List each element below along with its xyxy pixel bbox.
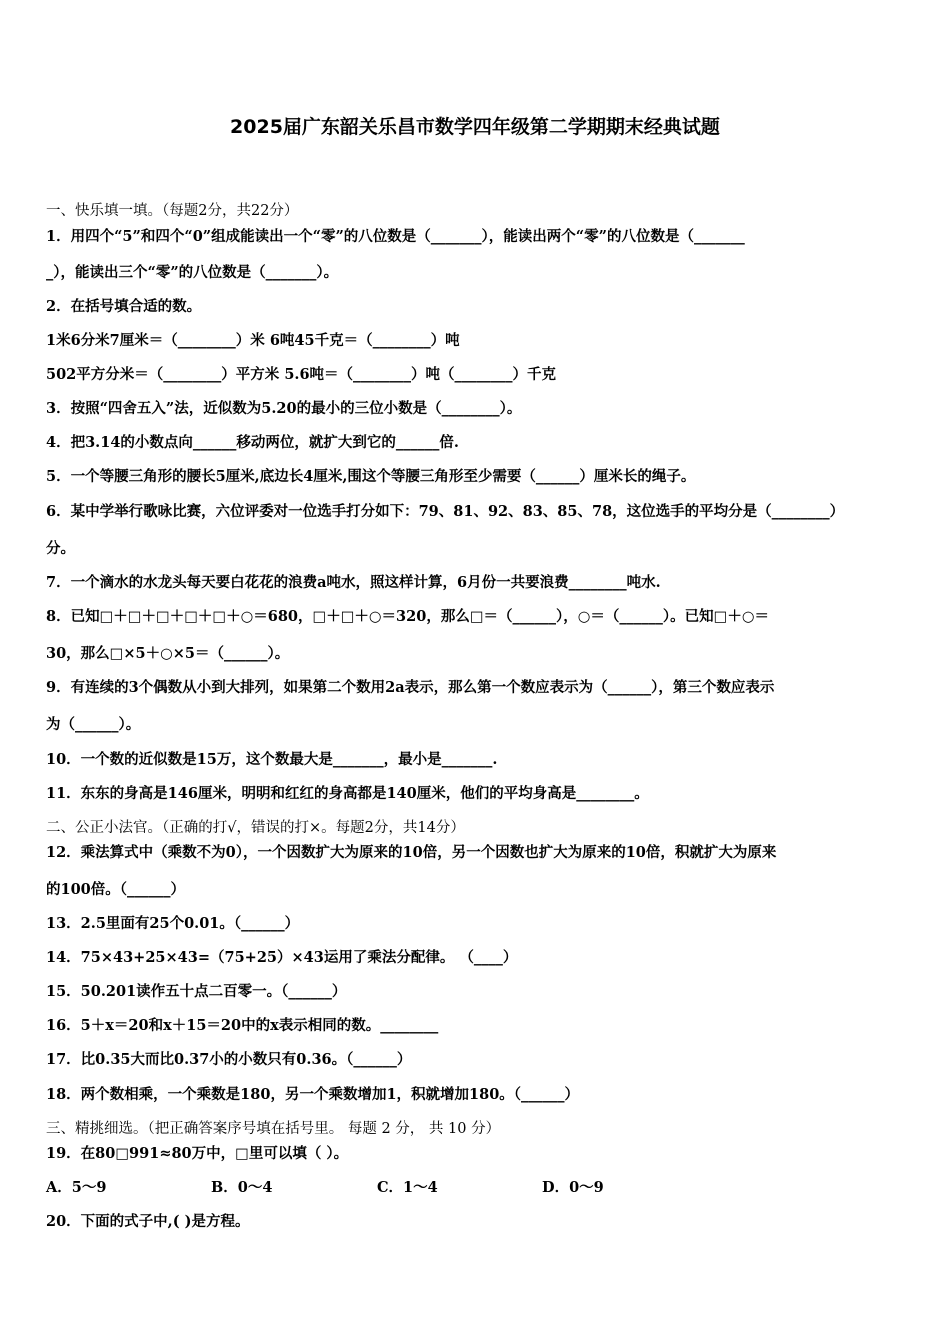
section-heading: 二、公正小法官。（正确的打√，错误的打×。每题2分，共14分） xyxy=(46,820,465,836)
question-line: 8．已知□＋□＋□＋□＋□＋○＝680，□＋□＋○＝320，那么□＝（______），○＝（______）。已知□＋○＝ xyxy=(46,608,770,625)
question-line: 20．下面的式子中,( )是方程。 xyxy=(46,1213,250,1230)
question-line: 11．东东的身高是146厘米，明明和红红的身高都是140厘米，他们的平均身高是________。 xyxy=(46,785,649,802)
question-line: 2．在括号填合适的数。 xyxy=(46,298,202,315)
question-line: 12．乘法算式中（乘数不为0），一个因数扩大为原来的10倍，另一个因数也扩大为原来的10倍，积就扩大为原来 xyxy=(46,844,777,861)
question-line: 18．两个数相乘，一个乘数是180，另一个乘数增加1，积就增加180。（______） xyxy=(46,1086,580,1103)
question-line: 30，那么□×5＋○×5＝（______）。 xyxy=(46,645,290,662)
section-heading: 一、快乐填一填。（每题2分，共22分） xyxy=(46,203,299,219)
question-line: 502平方分米＝（________）平方米 5.6吨＝（________）吨（________）千克 xyxy=(46,366,557,383)
question-line: 1．用四个“5”和四个“0”组成能读出一个“零”的八位数是（_______），能读出两个“零”的八位数是（_______ xyxy=(46,228,745,245)
question-line: 19．在80□991≈80万中，□里可以填（ ）。 xyxy=(46,1145,349,1162)
option-a[interactable]: A．5～9 xyxy=(46,1179,107,1196)
question-line: 7．一个滴水的水龙头每天要白花花的浪费a吨水，照这样计算，6月份一共要浪费________吨水. xyxy=(46,574,661,591)
question-line: 14．75×43+25×43=（75+25）×43运用了乘法分配律。 （____） xyxy=(46,949,518,966)
question-line: 为（______）。 xyxy=(46,716,141,733)
option-d[interactable]: D．0～9 xyxy=(542,1179,604,1196)
question-line: 15．50.201读作五十点二百零一。（______） xyxy=(46,983,347,1000)
option-c[interactable]: C．1～4 xyxy=(377,1179,438,1196)
question-line: 分。 xyxy=(46,540,75,557)
question-line: 5．一个等腰三角形的腰长5厘米,底边长4厘米,围这个等腰三角形至少需要（______）厘米长的绳子。 xyxy=(46,468,696,485)
option-b[interactable]: B．0～4 xyxy=(211,1179,273,1196)
question-line: 1米6分米7厘米＝（________）米 6吨45千克＝（________）吨 xyxy=(46,332,460,349)
section-heading: 三、精挑细选。（把正确答案序号填在括号里。 每题 2 分， 共 10 分） xyxy=(46,1121,501,1137)
question-line: 6．某中学举行歌咏比赛，六位评委对一位选手打分如下：79、81、92、83、85、78，这位选手的平均分是（________） xyxy=(46,503,845,520)
question-line: 16．5＋x＝20和x＋15＝20中的x表示相同的数。________ xyxy=(46,1017,439,1034)
question-line: 9．有连续的3个偶数从小到大排列，如果第二个数用2a表示，那么第一个数应表示为（______），第三个数应表示 xyxy=(46,679,775,696)
question-line: 10．一个数的近似数是15万，这个数最大是_______，最小是_______. xyxy=(46,751,498,768)
question-line: 13．2.5里面有25个0.01。（______） xyxy=(46,915,300,932)
question-line: 4．把3.14的小数点向______移动两位，就扩大到它的______倍. xyxy=(46,434,459,451)
question-line: 17．比0.35大而比0.37小的小数只有0.36。（______） xyxy=(46,1051,412,1068)
question-line: 3．按照“四舍五入”法，近似数为5.20的最小的三位小数是（________）。 xyxy=(46,400,522,417)
question-line: 的100倍。（______） xyxy=(46,881,186,898)
page-title: 2025届广东韶关乐昌市数学四年级第二学期期末经典试题 xyxy=(230,116,720,138)
question-line: _），能读出三个“零”的八位数是（_______）。 xyxy=(46,264,339,281)
